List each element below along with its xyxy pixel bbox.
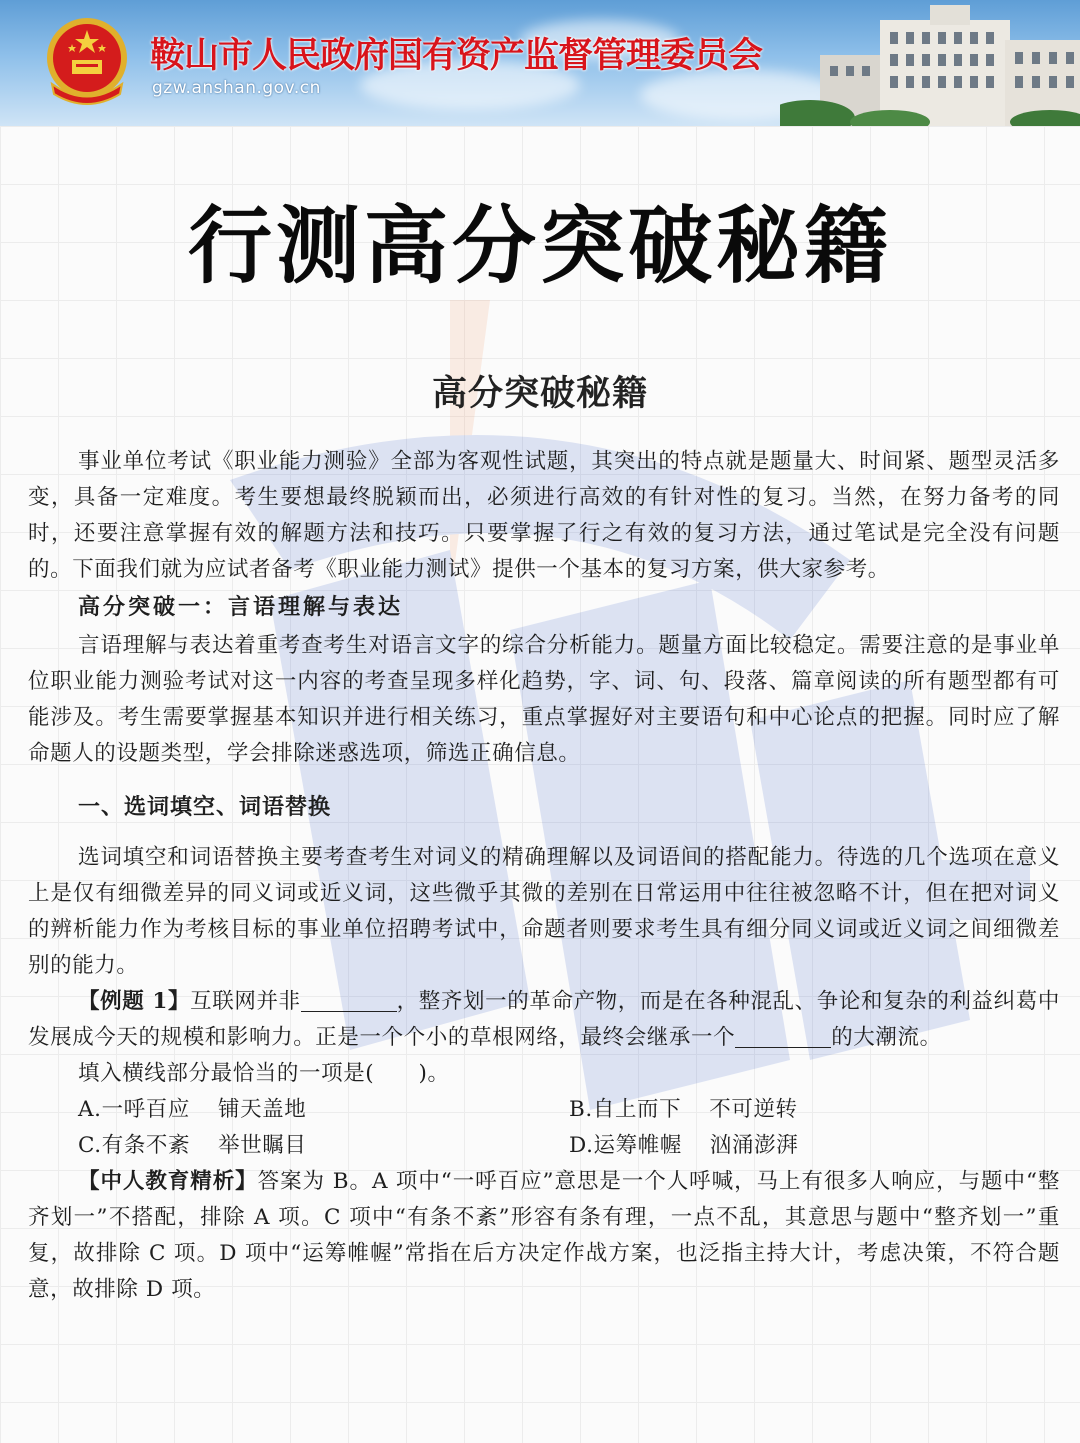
section-heading: 高分突破一：言语理解与表达 xyxy=(78,595,404,620)
document-body xyxy=(28,444,1060,1308)
analysis-text: 答案为 B。A 项中“一呼百应”意思是一个人呼喊，马上有很多人响应，与题中“整齐划一”不搭配，排除 A 项。C 项中“有条不紊”形容有条有理，一点不乱，其意思与题中“整齐划一”重复，故排除 C 项。D 项中“运筹帷幄”常指在后方决定作战方案，也泛指主持大计，考虑决策，不符合题意，故排除 D 项。 xyxy=(28,1169,1060,1302)
option-c: C.有条不紊 举世瞩目 xyxy=(78,1133,307,1158)
national-emblem-icon xyxy=(42,14,132,106)
document-subtitle: 高分突破秘籍 xyxy=(431,373,648,414)
analysis-paragraph xyxy=(28,1164,1060,1308)
example-question xyxy=(28,984,1060,1056)
subsection-paragraph: 选词填空和词语替换主要考查考生对词义的精确理解以及词语间的搭配能力。待选的几个选项在意义上是仅有细微差异的同义词或近义词，这些微乎其微的差别在日常运用中往往被忽略不计，但在把对词义的辨析能力作为考核目标的事业单位招聘考试中，命题者则要求考生具有细分同义词或近义词之间细微差别的能力。 xyxy=(28,845,1060,978)
answer-blank xyxy=(301,989,397,1012)
option-b: B.自上而下 不可逆转 xyxy=(569,1097,798,1122)
example-label: 【例题 1】 xyxy=(78,989,191,1014)
example-text-2: ，整齐划一的革命产物，而是在各种混乱、争论和复杂的利益纠葛中发展成今天的规模和影响力。正是一个个小的草根网络，最终会继承一个 xyxy=(28,989,1060,1050)
option-a: A.一呼百应 铺天盖地 xyxy=(78,1097,307,1122)
intro-paragraph: 事业单位考试《职业能力测验》全部为客观性试题，其突出的特点就是题量大、时间紧、题型灵活多变，具备一定难度。考生要想最终脱颖而出，必须进行高效的有针对性的复习。当然，在努力备考的同时，还要注意掌握有效的解题方法和技巧。只要掌握了行之有效的复习方法，通过笔试是完全没有问题的。下面我们就为应试者备考《职业能力测试》提供一个基本的复习方案，供大家参考。 xyxy=(28,449,1060,582)
organization-name: 鞍山市人民政府国有资产监督管理委员会 xyxy=(150,36,763,76)
government-building-image xyxy=(780,0,1080,126)
analysis-label: 【中人教育精析】 xyxy=(78,1169,258,1194)
organization-url: gzw.anshan.gov.cn xyxy=(152,78,321,98)
page-title: 行测高分突破秘籍 xyxy=(187,197,892,295)
example-text-1: 互联网并非 xyxy=(190,989,301,1014)
section-paragraph: 言语理解与表达着重考查考生对语言文字的综合分析能力。题量方面比较稳定。需要注意的是事业单位职业能力测验考试对这一内容的考查呈现多样化趋势，字、词、句、段落、篇章阅读的所有题型都有可能涉及。考生需要掌握基本知识并进行相关练习，重点掌握好对主要语句和中心论点的把握。同时应了解命题人的设题类型，学会排除迷惑选项，筛选正确信息。 xyxy=(28,633,1060,766)
answer-blank xyxy=(735,1025,831,1048)
subsection-heading: 一、选词填空、词语替换 xyxy=(78,795,332,820)
header-banner xyxy=(0,0,1080,126)
option-d: D.运筹帷幄 汹涌澎湃 xyxy=(569,1133,799,1158)
answer-options xyxy=(28,1092,1060,1164)
example-prompt: 填入横线部分最恰当的一项是( )。 xyxy=(78,1061,450,1086)
example-text-3: 的大潮流。 xyxy=(831,1025,942,1050)
